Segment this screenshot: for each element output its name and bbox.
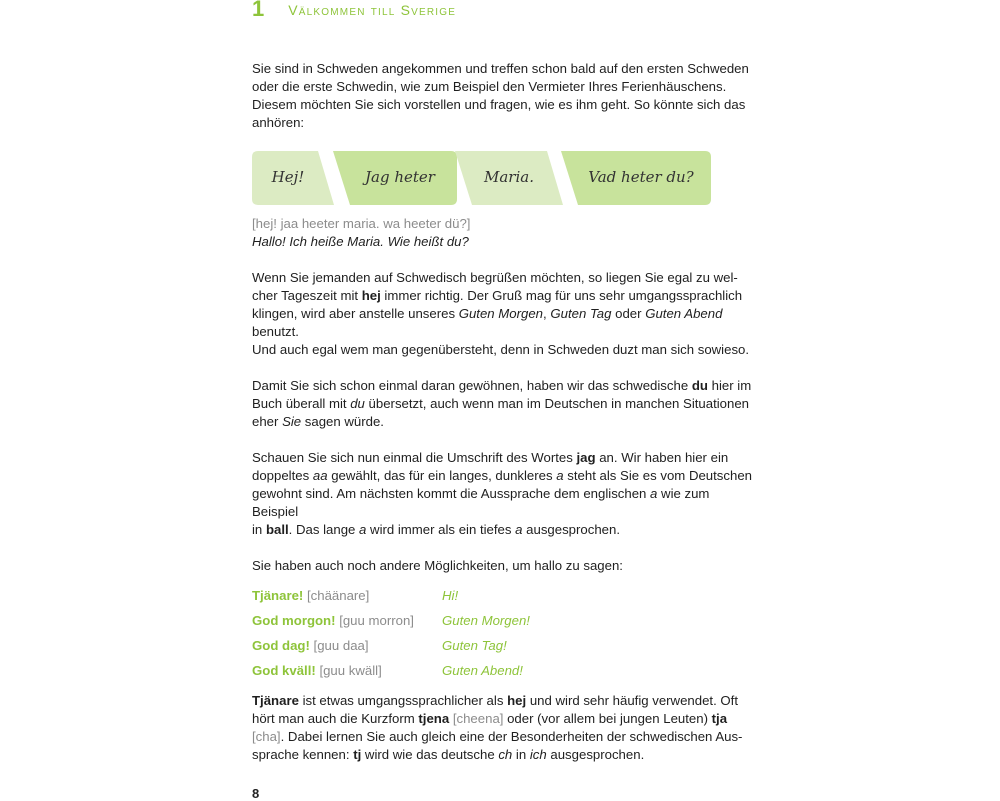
chapter-title: Välkommen till Sverige (288, 2, 457, 18)
phrase-row: Tjänare! [chäänare] Hi! (252, 587, 459, 603)
chapter-header (252, 0, 456, 24)
translation: Hallo! Ich heiße Maria. Wie heißt du? (252, 234, 469, 249)
bubble-maria: Maria. (455, 151, 563, 205)
paragraph-tjanare: Tjänare ist etwas umgangssprachlicher als hej und wird sehr häufig verwendet. Oft hört man auch die Kurzform tjena [cheena] oder (vor allem bei jungen Leuten) tja [cha]. Dabei lernen Sie auch gleich eine der Besonderheiten der schwedischen Aus- sprache kennen: tj wird wie das deutsche ch in ich ausgesprochen. (252, 693, 743, 762)
page-content (252, 60, 752, 764)
phrase-list (252, 583, 752, 683)
bubble-hej: Hej! (252, 151, 334, 205)
paragraph-du: Damit Sie sich schon einmal daran gewöhnen, haben wir das schwedische du hier im Buch überall mit du übersetzt, auch wenn man im Deutschen in manchen Situationen eher Sie sagen würde. (252, 378, 752, 429)
dialogue-bubbles (252, 151, 752, 205)
alternatives-intro: Sie haben auch noch andere Möglichkeiten, um hallo zu sagen: (252, 558, 623, 573)
bubble-jag-heter: Jag heter (333, 151, 457, 205)
bubble-vad-heter-du: Vad heter du? (561, 151, 711, 205)
paragraph-jag: Schauen Sie sich nun einmal die Umschrift des Wortes jag an. Wir haben hier ein doppeltes aa gewählt, das für ein langes, dunkleres a steht als Sie es vom Deutschen gewohnt sind. Am nächsten kommt die Aussprache dem englischen a wie zum Beispiel in ball. Das lange a wird immer als ein tiefes a ausgesprochen. (252, 450, 752, 537)
paragraph-hej: Wenn Sie jemanden auf Schwedisch begrüßen möchten, so liegen Sie egal zu wel- cher Tageszeit mit hej immer richtig. Der Gruß mag für uns sehr umgangssprachlich klingen, wird aber anstelle unseres Guten Morgen, Guten Tag oder Guten Abend benutzt. Und auch egal wem man gegenübersteht, denn in Schweden duzt man sich sowieso. (252, 270, 750, 357)
transcription: [hej! jaa heeter maria. wa heeter dü?] (252, 216, 471, 231)
chapter-number: 1 (252, 0, 265, 21)
phrase-row: God morgon! [guu morron] Guten Morgen! (252, 612, 530, 628)
phrase-row: God dag! [guu daa] Guten Tag! (252, 637, 507, 653)
intro-paragraph: Sie sind in Schweden angekommen und treffen schon bald auf den ersten Schweden oder die erste Schwedin, wie zum Beispiel den Vermieter Ihres Ferienhäuschens. Diesem möchten Sie sich vorstellen und fragen, wie es ihm geht. So könnte sich das anhören: (252, 61, 749, 130)
page-number: 8 (252, 786, 260, 801)
phrase-row: God kväll! [guu kwäll] Guten Abend! (252, 662, 523, 678)
